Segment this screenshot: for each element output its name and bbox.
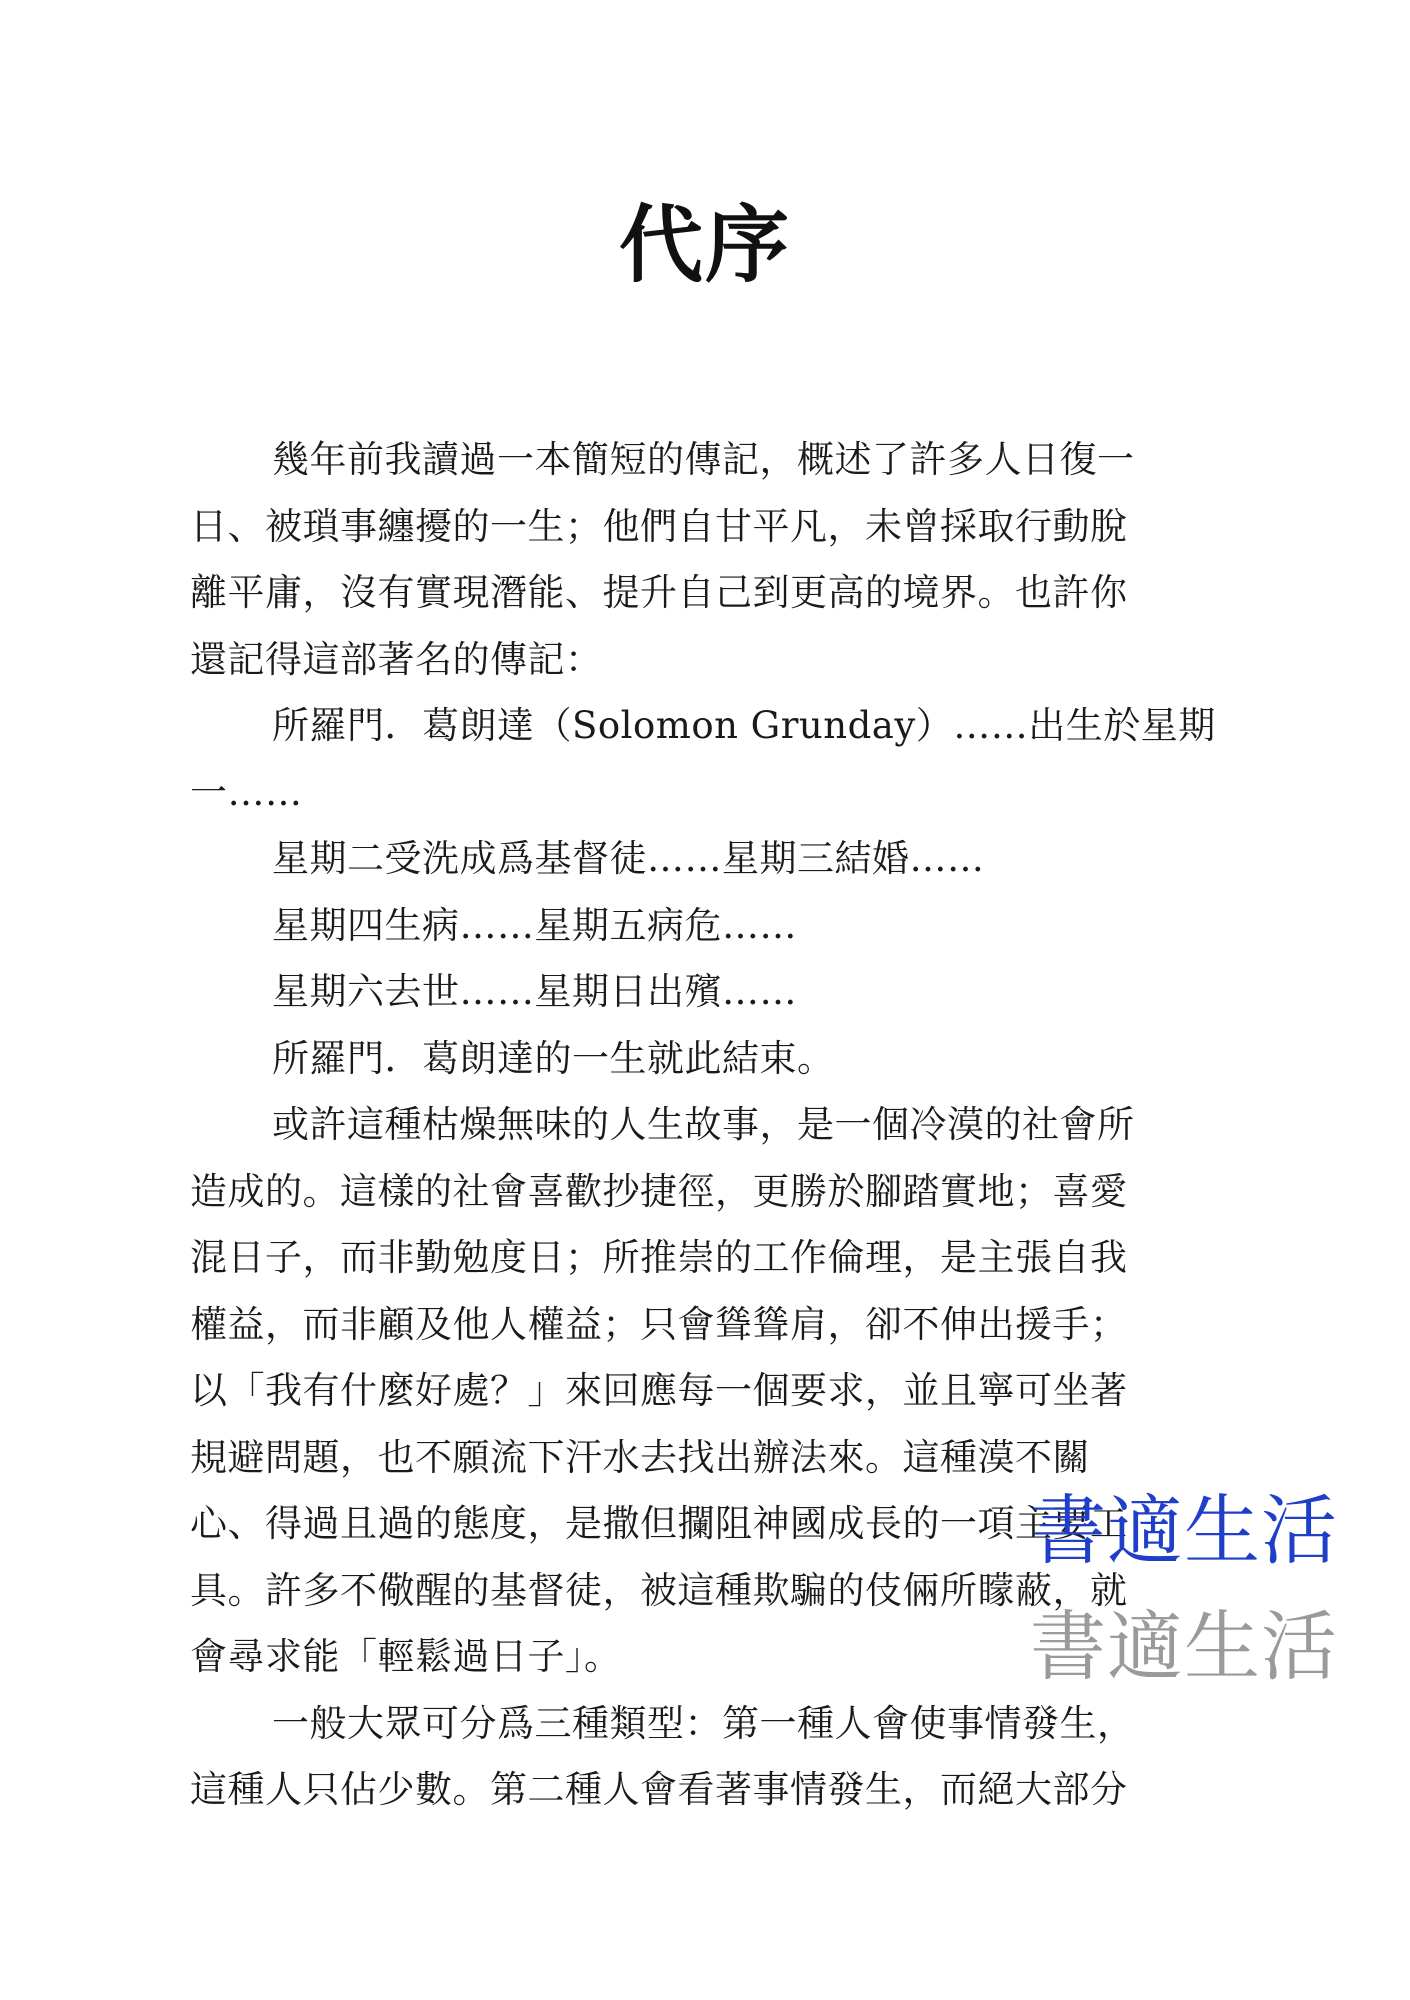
text-line: 所羅門．葛朗達（Solomon Grunday）……出生於星期	[272, 704, 1216, 747]
text-line: 或許這種枯燥無味的人生故事，是一個冷漠的社會所	[272, 1103, 1135, 1146]
text-line: 這種人只佔少數。第二種人會看著事情發生，而絕大部分	[190, 1768, 1128, 1811]
text-line: 具。許多不儆醒的基督徒，被這種欺騙的伎倆所矇蔽，就	[190, 1568, 1128, 1612]
text-line: 權益，而非顧及他人權益；只會聳聳肩，卻不伸出援手；	[190, 1302, 1128, 1346]
text-line: 規避問題，也不願流下汗水去找出辦法來。這種漠不關	[190, 1435, 1090, 1479]
text-line: 以「我有什麼好處？」來回應每一個要求，並且寧可坐著	[190, 1369, 1128, 1412]
text-line: 星期二受洗成爲基督徒……星期三結婚……	[272, 837, 985, 880]
text-line: 離平庸，沒有實現潛能、提升自己到更高的境界。也許你	[190, 571, 1128, 614]
watermark-secondary: 書適生活	[1030, 1602, 1338, 1691]
page-title: 代序	[618, 195, 791, 294]
text-line: 一般大眾可分爲三種類型：第一種人會使事情發生，	[272, 1701, 1135, 1745]
text-line: 會尋求能「輕鬆過日子」。	[190, 1635, 622, 1678]
text-line: 還記得這部著名的傳記：	[190, 637, 603, 681]
text-line: 所羅門．葛朗達的一生就此結束。	[272, 1036, 835, 1080]
text-line: 星期四生病……星期五病危……	[272, 903, 797, 947]
text-line: 一……	[190, 770, 303, 814]
watermark-primary: 書適生活	[1030, 1486, 1338, 1575]
text-line: 星期六去世……星期日出殯……	[272, 970, 797, 1013]
text-line: 造成的。這樣的社會喜歡抄捷徑，更勝於腳踏實地；喜愛	[190, 1169, 1128, 1213]
text-line: 幾年前我讀過一本簡短的傳記，概述了許多人日復一	[272, 438, 1135, 481]
text-line: 日、被瑣事纏擾的一生；他們自甘平凡，未曾採取行動脫	[190, 504, 1128, 548]
text-line: 混日子，而非勤勉度日；所推崇的工作倫理，是主張自我	[190, 1236, 1128, 1279]
text-line: 心、得過且過的態度，是撒但攔阻神國成長的一項主要工	[190, 1502, 1128, 1545]
